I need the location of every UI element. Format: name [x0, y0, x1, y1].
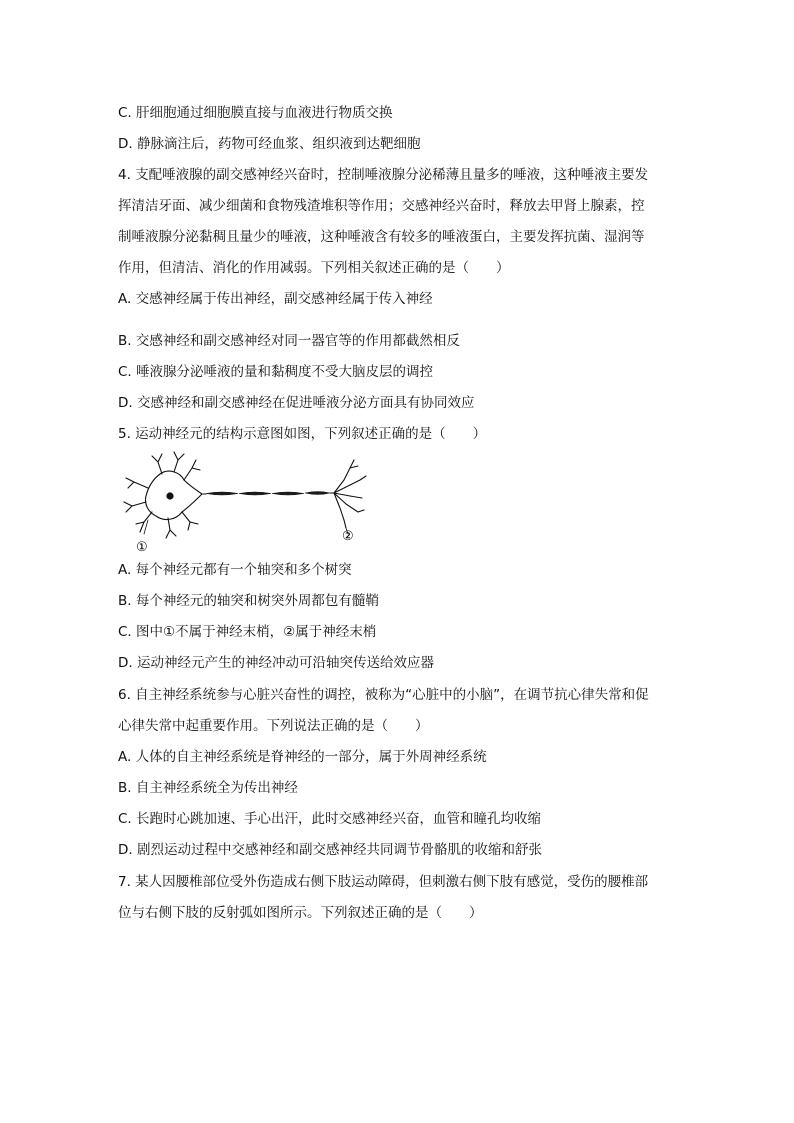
question-6-line-1: 6. 自主神经系统参与心脏兴奋性的调控，被称为“心脏中的小脑”，在调节抗心律失常和促: [118, 687, 649, 703]
dendrite-7: [166, 518, 176, 538]
neuron-diagram: [118, 450, 368, 554]
myelin-segment: [305, 492, 330, 495]
question-6-line-2: 心律失常中起重要作用。下列说法正确的是（ ）: [118, 718, 429, 734]
terminal-2: [334, 476, 366, 493]
option-4c: C. 唾液腺分泌唾液的量和黏稠度不受大脑皮层的调控: [118, 364, 434, 380]
question-4-line-3: 制唾液腺分泌黏稠且量少的唾液，这种唾液含有较多的唾液蛋白，主要发挥抗菌、湿润等: [118, 229, 645, 245]
option-3c: C. 肝细胞通过细胞膜直接与血液进行物质交换: [118, 105, 393, 121]
option-6c: C. 长跑时心跳加速、手心出汗，此时交感神经兴奋，血管和瞳孔均收缩: [118, 811, 542, 827]
option-5a: A. 每个神经元都有一个轴突和多个树突: [118, 562, 352, 578]
question-5-stem: 5. 运动神经元的结构示意图如图，下列叙述正确的是（ ）: [118, 426, 487, 442]
terminal-1: [334, 460, 358, 493]
dendrite-5: [124, 502, 146, 512]
option-3d: D. 静脉滴注后，药物可经血浆、组织液到达靶细胞: [118, 136, 421, 152]
dendrite-8: [182, 512, 198, 530]
option-6b: B. 自主神经系统全为传出神经: [118, 780, 298, 796]
dendrite-1: [152, 454, 162, 474]
dendrite-4: [126, 478, 148, 488]
question-4-line-1: 4. 支配唾液腺的副交感神经兴奋时，控制唾液腺分泌稀薄且量多的唾液，这种唾液主要发: [118, 167, 649, 183]
option-6d: D. 剧烈运动过程中交感神经和副交感神经共同调节骨骼肌的收缩和舒张: [118, 842, 542, 858]
option-5d: D. 运动神经元产生的神经冲动可沿轴突传送给效应器: [118, 655, 434, 671]
option-4a: A. 交感神经属于传出神经，副交感神经属于传入神经: [118, 291, 433, 307]
dendrite-3: [184, 460, 200, 480]
option-4d: D. 交感神经和副交感神经在促进唾液分泌方面具有协同效应: [118, 395, 475, 411]
question-7-line-2: 位与右侧下肢的反射弧如图所示。下列叙述正确的是（ ）: [118, 905, 483, 921]
option-6a: A. 人体的自主神经系统是脊神经的一部分，属于外周神经系统: [118, 749, 487, 765]
neuron-figure: [118, 450, 368, 554]
option-5b: B. 每个神经元的轴突和树突外周都包有髓鞘: [118, 593, 379, 609]
question-7-line-1: 7. 某人因腰椎部位受外伤造成右侧下肢运动障碍，但刺激右侧下肢有感觉，受伤的腰椎部: [118, 874, 649, 890]
question-4-line-4: 作用，但清洁、消化的作用减弱。下列相关叙述正确的是（ ）: [118, 260, 510, 276]
label-2: ②: [342, 529, 354, 544]
option-4b: B. 交感神经和副交感神经对同一器官等的作用都截然相反: [118, 333, 460, 349]
dendrite-2: [174, 452, 184, 472]
myelin-segment: [272, 492, 304, 495]
option-5c: C. 图中①不属于神经末梢，②属于神经末梢: [118, 624, 377, 640]
label-1: ①: [136, 540, 148, 554]
myelin-segment: [239, 492, 271, 495]
cell-body: [145, 471, 202, 519]
dendrite-6: [136, 512, 152, 532]
myelin-segment: [206, 492, 238, 495]
nucleus: [166, 492, 173, 499]
question-4-line-2: 挥清洁牙面、减少细菌和食物残渣堆积等作用；交感神经兴奋时，释放去甲肾上腺素，控: [118, 198, 645, 214]
